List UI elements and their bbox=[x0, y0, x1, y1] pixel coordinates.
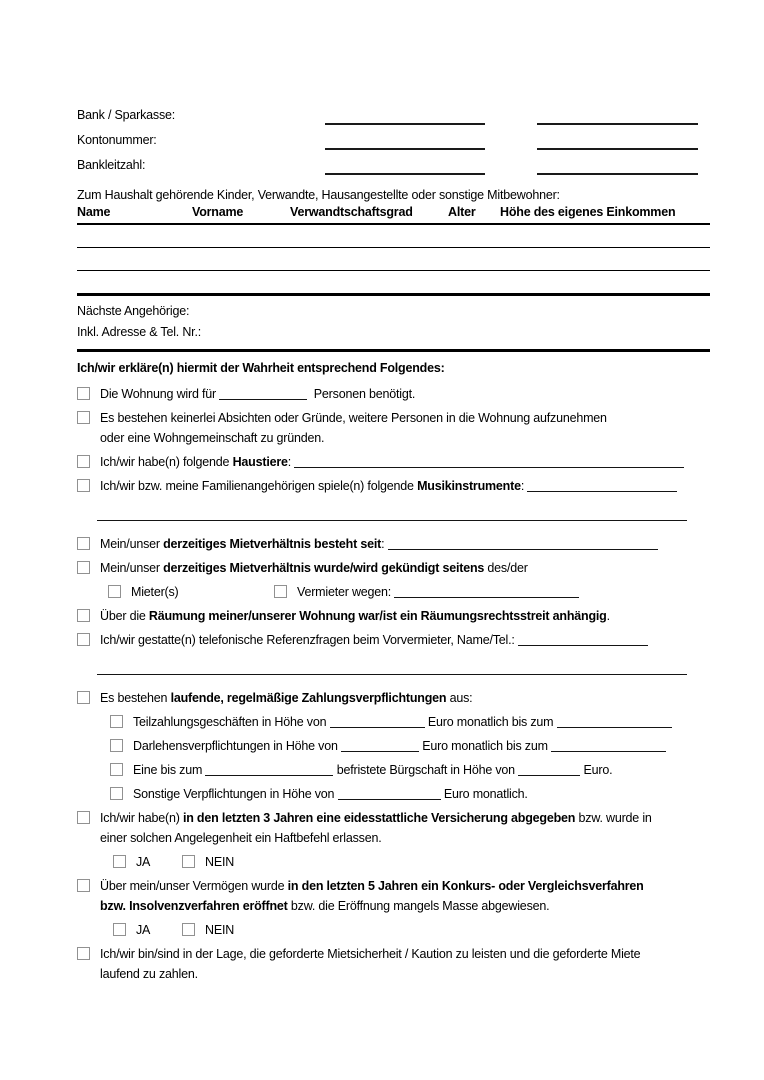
keine-weiteren-personen-label bbox=[100, 408, 710, 448]
raeumungsrechtsstreit-bold-text: Räumung meiner/unserer Wohnung war/ist ein Räumungsrechtsstreit anhängig bbox=[148, 609, 607, 623]
zahlungsverpflichtungen-label bbox=[100, 688, 710, 708]
insolvenz-nein-label bbox=[205, 920, 234, 940]
bank-name-blank-2[interactable] bbox=[537, 110, 698, 125]
kuendigung-mieter-checkbox[interactable] bbox=[108, 585, 121, 598]
mietverhaeltnis-seit-text: Mein/unser bbox=[100, 537, 164, 551]
relatives-subtitle: Inkl. Adresse & Tel. Nr.: bbox=[77, 325, 201, 339]
wohnung-personen-blank[interactable] bbox=[219, 389, 307, 400]
sonstige-verpflichtungen-blank[interactable] bbox=[338, 789, 441, 800]
buergschaft bbox=[110, 760, 710, 780]
haustiere-text: Ich/wir habe(n) folgende bbox=[100, 455, 233, 469]
insolvenz-nein-text: NEIN bbox=[205, 923, 235, 937]
mietsicherheit-label bbox=[100, 944, 710, 984]
konkurs-insolvenz-checkbox[interactable] bbox=[77, 879, 90, 892]
eidesstattliche-nein-text: NEIN bbox=[205, 855, 235, 869]
buergschaft-checkbox[interactable] bbox=[110, 763, 123, 776]
wohnung-personen-text: Personen benötigt. bbox=[307, 387, 416, 401]
eidesstattliche-versicherung-label bbox=[100, 808, 710, 848]
teilzahlungsgeschaefte-text: Euro monatlich bis zum bbox=[424, 715, 557, 729]
mietverhaeltnis-seit-text: : bbox=[381, 537, 388, 551]
sonstige-verpflichtungen bbox=[110, 784, 710, 804]
keine-weiteren-personen bbox=[77, 408, 710, 448]
kuendigung-vermieter bbox=[274, 582, 579, 602]
insolvenz-ja-label bbox=[136, 920, 150, 940]
bank-code-blank-2[interactable] bbox=[537, 160, 698, 175]
household-table-empty-row[interactable] bbox=[77, 225, 710, 248]
mietverhaeltnis-seit-checkbox[interactable] bbox=[77, 537, 90, 550]
musikinstrumente-text: : bbox=[520, 479, 528, 493]
eidesstattliche-nein bbox=[182, 852, 234, 872]
bank-name-label: Bank / Sparkasse: bbox=[77, 108, 176, 122]
sonstige-verpflichtungen-checkbox[interactable] bbox=[110, 787, 123, 800]
referenzfragen bbox=[77, 630, 710, 650]
musikinstrumente-checkbox[interactable] bbox=[77, 479, 90, 492]
wohnung-personen-label bbox=[100, 384, 710, 404]
buergschaft-label bbox=[133, 760, 710, 780]
darlehensverpflichtungen-checkbox[interactable] bbox=[110, 739, 123, 752]
household-intro: Zum Haushalt gehörende Kinder, Verwandte, Hausangestellte oder sonstige Mitbewohner: bbox=[77, 188, 560, 202]
kuendigung-vermieter-text: Vermieter wegen: bbox=[297, 585, 395, 599]
kuendigung-mieter bbox=[108, 582, 274, 602]
raeumungsrechtsstreit-text: . bbox=[606, 609, 610, 623]
column-header-einkommen: Höhe des eigenes Einkommen bbox=[500, 205, 676, 219]
konkurs-insolvenz-text: Über mein/unser Vermögen wurde bbox=[100, 879, 288, 893]
referenzfragen-blank[interactable] bbox=[518, 635, 648, 646]
konkurs-insolvenz bbox=[77, 876, 710, 916]
zahlungsverpflichtungen-text: Es bestehen bbox=[100, 691, 171, 705]
konkurs-insolvenz-bold-text: bzw. Insolvenzverfahren eröffnet bbox=[100, 899, 288, 913]
column-header-verwandtschaftsgrad: Verwandtschaftsgrad bbox=[290, 205, 413, 219]
referenzfragen-fortsetzung bbox=[97, 659, 710, 679]
mietverhaeltnis-seit bbox=[77, 534, 710, 554]
eidesstattliche-versicherung-checkbox[interactable] bbox=[77, 811, 90, 824]
referenzfragen-checkbox[interactable] bbox=[77, 633, 90, 646]
mietverhaeltnis-gekuendigt-text: Mein/unser bbox=[100, 561, 164, 575]
mietverhaeltnis-gekuendigt-bold-text: derzeitiges Mietverhältnis wurde/wird gekündigt seitens bbox=[163, 561, 485, 575]
bank-row bbox=[77, 153, 710, 175]
eidesstattliche-ja bbox=[113, 852, 182, 872]
account-number-blank-2[interactable] bbox=[537, 135, 698, 150]
bank-row bbox=[77, 103, 710, 125]
teilzahlungsgeschaefte-text: Teilzahlungsgeschäften in Höhe von bbox=[133, 715, 330, 729]
kuendigung-vermieter-blank[interactable] bbox=[394, 587, 579, 598]
darlehensverpflichtungen-text: Euro monatlich bis zum bbox=[419, 739, 552, 753]
column-header-alter: Alter bbox=[448, 205, 476, 219]
keine-weiteren-personen-text: Es bestehen keinerlei Absichten oder Gründe, weitere Personen in die Wohnung aufzunehmen bbox=[100, 411, 607, 425]
kuendigung-mieter-text: Mieter(s) bbox=[131, 585, 179, 599]
wohnung-personen-text: Die Wohnung wird für bbox=[100, 387, 220, 401]
darlehensverpflichtungen-text: Darlehensverpflichtungen in Höhe von bbox=[133, 739, 342, 753]
eidesstattliche-versicherung-text: bzw. wurde in bbox=[575, 811, 652, 825]
referenzfragen-fortsetzung-blank[interactable] bbox=[97, 664, 687, 675]
mietverhaeltnis-seit-bold-text: derzeitiges Mietverhältnis besteht seit bbox=[163, 537, 382, 551]
darlehensverpflichtungen bbox=[110, 736, 710, 756]
insolvenz-ja-checkbox[interactable] bbox=[113, 923, 126, 936]
sonstige-verpflichtungen-text: Euro monatlich. bbox=[440, 787, 528, 801]
account-number-label: Kontonummer: bbox=[77, 133, 157, 147]
musikinstrumente-label bbox=[100, 476, 710, 496]
mietverhaeltnis-gekuendigt bbox=[77, 558, 710, 578]
column-header-name: Name bbox=[77, 205, 111, 219]
account-number-blank-1[interactable] bbox=[325, 135, 485, 150]
musikinstrumente-blank[interactable] bbox=[527, 481, 677, 492]
insolvenz-ja-text: JA bbox=[136, 923, 151, 937]
kuendigung-vermieter-checkbox[interactable] bbox=[274, 585, 287, 598]
musikinstrumente bbox=[77, 476, 710, 496]
teilzahlungsgeschaefte-label bbox=[133, 712, 710, 732]
household-table-empty-row[interactable] bbox=[77, 248, 710, 271]
mietsicherheit bbox=[77, 944, 710, 984]
teilzahlungsgeschaefte-checkbox[interactable] bbox=[110, 715, 123, 728]
declaration-rows bbox=[77, 384, 710, 984]
bank-row bbox=[77, 128, 710, 150]
wohnung-personen-checkbox[interactable] bbox=[77, 387, 90, 400]
eidesstattliche-versicherung-bold-text: in den letzten 3 Jahren eine eidesstattliche Versicherung abgegeben bbox=[182, 811, 576, 825]
relatives-section bbox=[77, 296, 710, 352]
keine-weiteren-personen-text: oder eine Wohngemeinschaft zu gründen. bbox=[100, 431, 325, 445]
mietsicherheit-checkbox[interactable] bbox=[77, 947, 90, 960]
bank-code-blank-1[interactable] bbox=[325, 160, 485, 175]
mietsicherheit-text: laufend zu zahlen. bbox=[100, 967, 198, 981]
musikinstrumente-fortsetzung-blank[interactable] bbox=[97, 510, 687, 521]
musikinstrumente-text: Ich/wir bzw. meine Familienangehörigen spiele(n) folgende bbox=[100, 479, 418, 493]
buergschaft-blank[interactable] bbox=[518, 765, 580, 776]
teilzahlungsgeschaefte-blank[interactable] bbox=[330, 717, 425, 728]
zahlungsverpflichtungen bbox=[77, 688, 710, 708]
eidesstattliche-ja-checkbox[interactable] bbox=[113, 855, 126, 868]
insolvenz-nein bbox=[182, 920, 234, 940]
form-content bbox=[77, 103, 710, 988]
raeumungsrechtsstreit-label bbox=[100, 606, 710, 626]
konkurs-insolvenz-bold-text: in den letzten 5 Jahren ein Konkurs- oder Vergleichsverfahren bbox=[287, 879, 644, 893]
konkurs-insolvenz-label bbox=[100, 876, 710, 916]
household-table-empty-row[interactable] bbox=[77, 271, 710, 293]
mietverhaeltnis-gekuendigt-label bbox=[100, 558, 710, 578]
buergschaft-text: befristete Bürgschaft in Höhe von bbox=[333, 763, 519, 777]
darlehensverpflichtungen-blank[interactable] bbox=[551, 741, 666, 752]
raeumungsrechtsstreit-text: Über die bbox=[100, 609, 149, 623]
eidesstattliche-nein-checkbox[interactable] bbox=[182, 855, 195, 868]
zahlungsverpflichtungen-checkbox[interactable] bbox=[77, 691, 90, 704]
relatives-title: Nächste Angehörige: bbox=[77, 304, 190, 318]
eidesstattliche-versicherung bbox=[77, 808, 710, 848]
mietverhaeltnis-seit-label bbox=[100, 534, 710, 554]
sonstige-verpflichtungen-label bbox=[133, 784, 710, 804]
haustiere-text: : bbox=[287, 455, 295, 469]
darlehensverpflichtungen-blank[interactable] bbox=[341, 741, 419, 752]
eidesstattliche-ja-text: JA bbox=[136, 855, 151, 869]
haustiere-label bbox=[100, 452, 710, 472]
musikinstrumente-fortsetzung bbox=[97, 505, 710, 525]
household-section bbox=[77, 187, 710, 296]
mietverhaeltnis-gekuendigt-checkbox[interactable] bbox=[77, 561, 90, 574]
kuendigung-vermieter-label bbox=[297, 582, 579, 602]
referenzfragen-label bbox=[100, 630, 710, 650]
buergschaft-text: Eine bis zum bbox=[133, 763, 206, 777]
zahlungsverpflichtungen-text: aus: bbox=[446, 691, 473, 705]
bank-code-label: Bankleitzahl: bbox=[77, 158, 146, 172]
bank-section bbox=[77, 103, 710, 175]
zahlungsverpflichtungen-bold-text: laufende, regelmäßige Zahlungsverpflichtungen bbox=[170, 691, 447, 705]
insolvenz-nein-checkbox[interactable] bbox=[182, 923, 195, 936]
declaration-heading: Ich/wir erkläre(n) hiermit der Wahrheit entsprechend Folgendes: bbox=[77, 361, 445, 375]
teilzahlungsgeschaefte bbox=[110, 712, 710, 732]
mietverhaeltnis-gekuendigt-text: des/der bbox=[484, 561, 528, 575]
konkurs-insolvenz-text: bzw. die Eröffnung mangels Masse abgewiesen. bbox=[287, 899, 550, 913]
insolvenz-ja-nein bbox=[77, 920, 710, 940]
mietsicherheit-text: Ich/wir bin/sind in der Lage, die geforderte Mietsicherheit / Kaution zu leisten und die geforderte Miete bbox=[100, 947, 641, 961]
mietverhaeltnis-seit-blank[interactable] bbox=[388, 539, 658, 550]
column-header-vorname: Vorname bbox=[192, 205, 244, 219]
kuendigung-durch bbox=[77, 582, 710, 602]
wohnung-personen bbox=[77, 384, 710, 404]
buergschaft-text: Euro. bbox=[580, 763, 613, 777]
haustiere-checkbox[interactable] bbox=[77, 455, 90, 468]
eidesstattliche-ja-label bbox=[136, 852, 150, 872]
kuendigung-mieter-label bbox=[131, 582, 179, 602]
eidesstattliche-ja-nein bbox=[77, 852, 710, 872]
teilzahlungsgeschaefte-blank[interactable] bbox=[557, 717, 672, 728]
musikinstrumente-bold-text: Musikinstrumente bbox=[417, 479, 521, 493]
household-table-header bbox=[77, 204, 710, 225]
raeumungsrechtsstreit bbox=[77, 606, 710, 626]
declaration-section bbox=[77, 359, 710, 984]
keine-weiteren-personen-checkbox[interactable] bbox=[77, 411, 90, 424]
sonstige-verpflichtungen-text: Sonstige Verpflichtungen in Höhe von bbox=[133, 787, 338, 801]
eidesstattliche-versicherung-text: Ich/wir habe(n) bbox=[100, 811, 183, 825]
insolvenz-ja bbox=[113, 920, 182, 940]
haustiere-bold-text: Haustiere bbox=[232, 455, 288, 469]
referenzfragen-text: Ich/wir gestatte(n) telefonische Referenzfragen beim Vorvermieter, Name/Tel.: bbox=[100, 633, 518, 647]
bank-name-blank-1[interactable] bbox=[325, 110, 485, 125]
buergschaft-blank[interactable] bbox=[205, 765, 333, 776]
raeumungsrechtsstreit-checkbox[interactable] bbox=[77, 609, 90, 622]
eidesstattliche-versicherung-text: einer solchen Angelegenheit ein Haftbefehl erlassen. bbox=[100, 831, 382, 845]
haustiere bbox=[77, 452, 710, 472]
darlehensverpflichtungen-label bbox=[133, 736, 710, 756]
eidesstattliche-nein-label bbox=[205, 852, 234, 872]
haustiere-blank[interactable] bbox=[294, 457, 684, 468]
